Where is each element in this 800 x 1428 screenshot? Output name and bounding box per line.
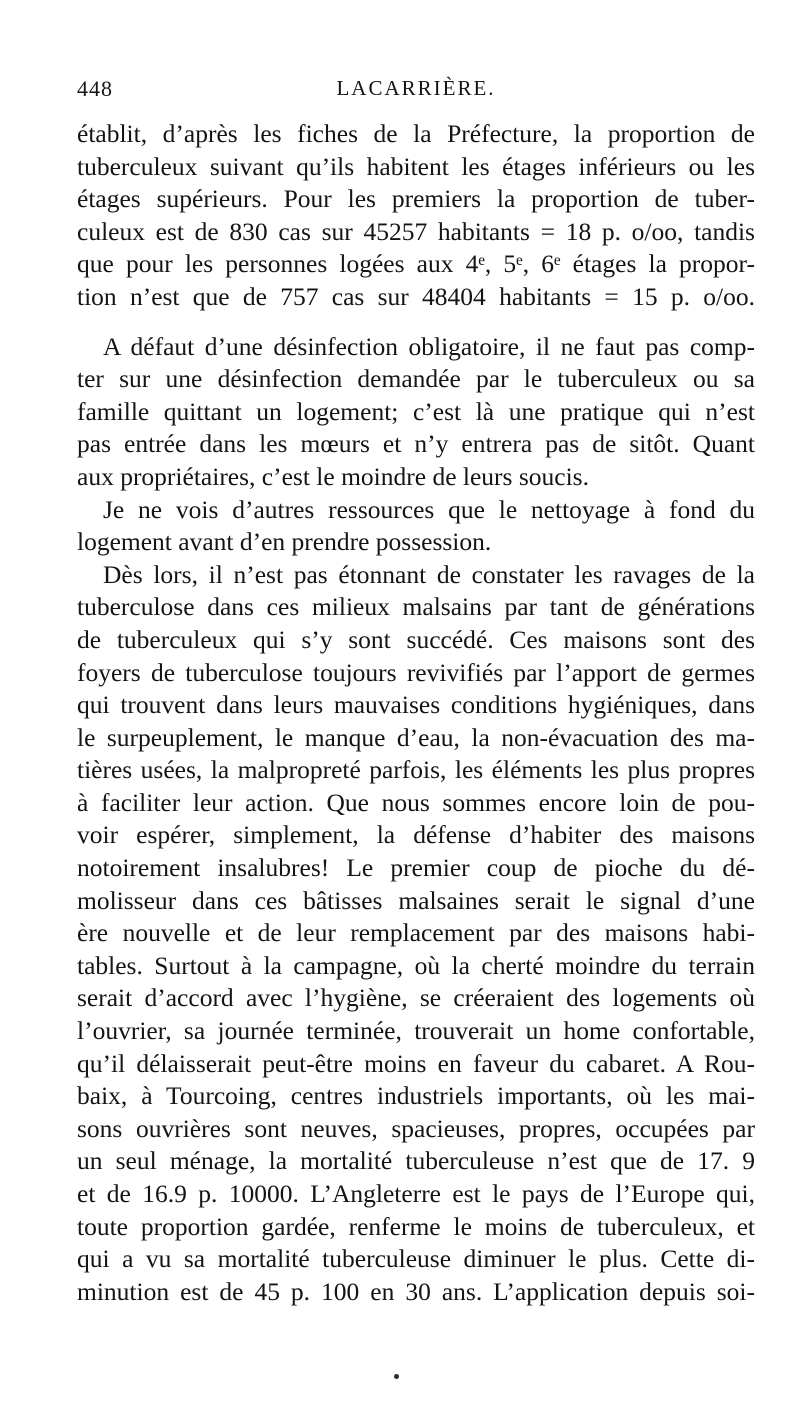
text-line: l’ouvrier, sa journée terminée, trouverait un home confortable, xyxy=(77,1016,755,1046)
text-line: minution est de 45 p. 100 en 30 ans. L’application depuis soi- xyxy=(77,1276,755,1306)
text-line: établit, d’après les fiches de la Préfecture, la proportion de xyxy=(77,119,755,148)
paragraph-3 xyxy=(77,494,755,559)
text-line: pas entrée dans les mœurs et n’y entrera pas de sitôt. Quant xyxy=(77,429,755,459)
text-line: aux propriétaires, c’est le moindre de leurs soucis. xyxy=(77,461,589,491)
text-line: voir espérer, simplement, la défense d’habiter des maisons xyxy=(77,820,755,850)
paragraph-1 xyxy=(77,118,755,314)
text-line: un seul ménage, la mortalité tuberculeuse n’est que de 17. 9 xyxy=(77,1146,755,1176)
text-line: qui trouvent dans leurs mauvaises conditions hygiéniques, dans xyxy=(77,690,755,720)
text-line: foyers de tuberculose toujours revivifiés par l’apport de germes xyxy=(77,657,755,687)
text-line: Dès lors, il n’est pas étonnant de constater les ravages de la xyxy=(103,559,755,589)
text-line: tières usées, la malpropreté parfois, les éléments les plus propres xyxy=(77,755,755,785)
text-line: et de 16.9 p. 10000. L’Angleterre est le pays de l’Europe qui, xyxy=(77,1179,755,1208)
text-line: notoirement insalubres! Le premier coup de pioche du dé- xyxy=(77,853,755,883)
text-line: serait d’accord avec l’hygiène, se créeraient des logements où xyxy=(77,983,755,1013)
ink-speck xyxy=(394,1374,399,1379)
text-line: famille quittant un logement; c’est là une pratique qui n’est xyxy=(77,396,755,426)
text-line: étages supérieurs. Pour les premiers la proportion de tuber- xyxy=(77,184,755,214)
text-line: culeux est de 830 cas sur 45257 habitants = 18 p. o/oo, tandis xyxy=(77,216,755,246)
running-head xyxy=(77,76,755,112)
text-line: tion n’est que de 757 cas sur 48404 habitants = 15 p. o/oo. xyxy=(77,281,755,311)
running-title: LACARRIÈRE. xyxy=(336,76,496,100)
paragraph-4 xyxy=(77,559,755,1309)
text-line: tuberculose dans ces milieux malsains par tant de générations xyxy=(77,592,755,622)
paragraph-2 xyxy=(77,331,755,494)
page-number: 448 xyxy=(77,76,113,101)
text-line: le surpeuplement, le manque d’eau, la non-évacuation des ma- xyxy=(77,722,755,752)
text-line: molisseur dans ces bâtisses malsaines serait le signal d’une xyxy=(77,885,755,915)
text-line: baix, à Tourcoing, centres industriels importants, où les mai- xyxy=(77,1081,755,1111)
text-line: ter sur une désinfection demandée par le tuberculeux ou sa xyxy=(77,364,755,394)
text-line: qui a vu sa mortalité tuberculeuse diminuer le plus. Cette di- xyxy=(77,1244,755,1274)
text-line: à faciliter leur action. Que nous sommes encore loin de pou- xyxy=(77,787,755,817)
text-line: qu’il délaisserait peut-être moins en faveur du cabaret. A Rou- xyxy=(77,1048,755,1078)
text-line: que pour les personnes logées aux 4ᵉ, 5ᵉ, 6ᵉ étages la propor- xyxy=(77,249,755,279)
text-line: logement avant d’en prendre possession. xyxy=(77,527,492,557)
text-line: tuberculeux suivant qu’ils habitent les étages inférieurs ou les xyxy=(77,151,755,181)
text-line: A défaut d’une désinfection obligatoire, il ne faut pas comp- xyxy=(103,331,755,361)
text-line: sons ouvrières sont neuves, spacieuses, propres, occupées par xyxy=(77,1113,755,1143)
text-line: tables. Surtout à la campagne, où la cherté moindre du terrain xyxy=(77,950,755,980)
text-line: toute proportion gardée, renferme le moins de tuberculeux, et xyxy=(77,1211,755,1241)
text-line: de tuberculeux qui s’y sont succédé. Ces maisons sont des xyxy=(77,624,755,654)
text-line: Je ne vois d’autres ressources que le nettoyage à fond du xyxy=(103,494,755,524)
body-text xyxy=(77,118,755,1308)
text-line: ère nouvelle et de leur remplacement par des maisons habi- xyxy=(77,918,755,948)
